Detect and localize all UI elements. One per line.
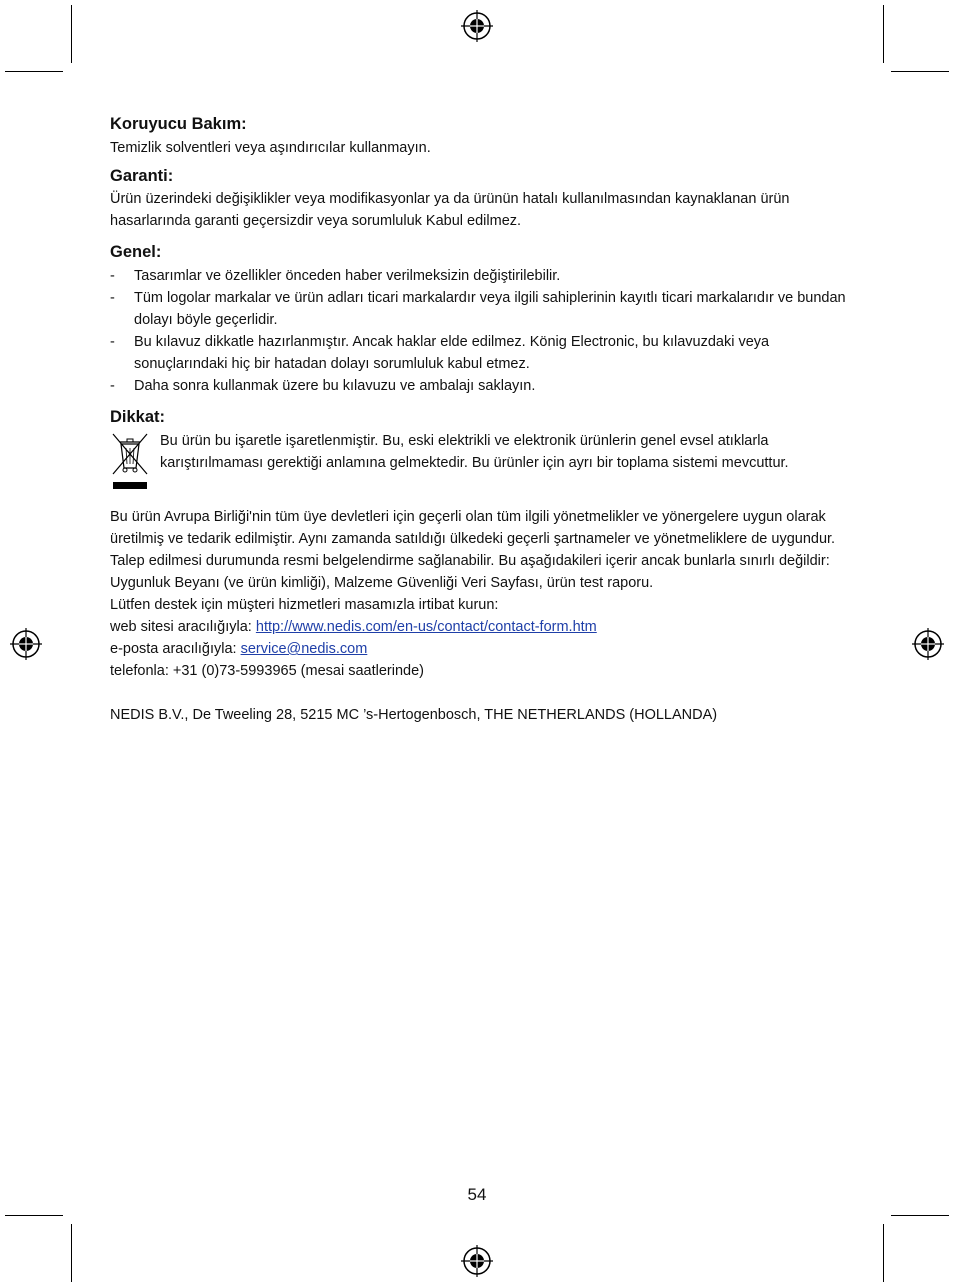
- attention-section: [110, 407, 850, 474]
- web-contact-link[interactable]: http://www.nedis.com/en-us/contact/contact-form.htm: [255, 619, 597, 635]
- warranty-heading: Garanti:: [110, 167, 174, 185]
- crop-mark: [5, 1215, 63, 1216]
- crop-mark: [891, 1215, 949, 1216]
- crop-mark: [891, 71, 949, 72]
- care-section: [110, 114, 850, 158]
- attention-heading: Dikkat:: [110, 408, 166, 426]
- list-item: - Bu kılavuz dikkatle hazırlanmıştır. Ancak haklar elde edilmez. König Electronic, bu kılavuzdaki veya sonuçlarındaki hiç bir hatadan dolayı sorumluluk kabul etmez.: [110, 331, 850, 375]
- web-contact-line: [110, 616, 850, 638]
- list-item: - Daha sonra kullanmak üzere bu kılavuzu ve ambalajı saklayın.: [110, 375, 850, 397]
- registration-mark-icon: [461, 10, 493, 42]
- warranty-text: Ürün üzerindeki değişiklikler veya modifikasyonlar ya da ürünün hatalı kullanılmasından kaynaklanan ürün hasarlarında garanti geçersizdir veya sorumluluk Kabul edilmez.: [110, 191, 790, 229]
- warranty-section: [110, 166, 850, 232]
- email-contact-link[interactable]: service@nedis.com: [240, 641, 368, 657]
- compliance-paragraph-1: Bu ürün Avrupa Birliği'nin tüm üye devletleri için geçerli olan tüm ilgili yönetmelikler ve yönergelere uygun olarak üretilmiş ve tedarik edilmiştir. Aynı zamanda satıldığı ülkedeki geçerli şartnameler ve yönetmeliklere de uygundur.: [110, 509, 836, 547]
- crop-mark: [71, 5, 72, 63]
- registration-mark-icon: [461, 1245, 493, 1277]
- list-item: - Tasarımlar ve özellikler önceden haber verilmeksizin değiştirilebilir.: [110, 265, 850, 287]
- crop-mark: [71, 1224, 72, 1282]
- weee-crossed-bin-icon: [110, 432, 150, 492]
- phone-contact-line: telefonla: +31 (0)73-5993965 (mesai saatlerinde): [110, 663, 424, 679]
- attention-row: [110, 430, 850, 474]
- general-list: [110, 265, 850, 397]
- attention-text: Bu ürün bu işaretle işaretlenmiştir. Bu, eski elektrikli ve elektronik ürünlerin genel evsel atıklarla karıştırılmaması gerektiği anlamına gelmektedir. Bu ürünler için ayrı bir toplama sistemi mevcuttur.: [160, 433, 789, 471]
- general-section: [110, 242, 850, 397]
- registration-mark-icon: [912, 628, 944, 660]
- contact-intro: Lütfen destek için müşteri hizmetleri masamızla irtibat kurun:: [110, 597, 499, 613]
- crop-mark: [883, 1224, 884, 1282]
- compliance-paragraph-2: Talep edilmesi durumunda resmi belgelendirme sağlanabilir. Bu aşağıdakileri içerir ancak bunlarla sınırlı değildir: Uygunluk Beyanı (ve ürün kimliği), Malzeme Güvenliği Veri Sayfası, ürün test raporu.: [110, 553, 830, 591]
- registration-mark-icon: [10, 628, 42, 660]
- web-label: web sitesi aracılığıyla:: [110, 619, 256, 635]
- care-heading: Koruyucu Bakım:: [110, 115, 247, 133]
- care-text: Temizlik solventleri veya aşındırıcılar kullanmayın.: [110, 140, 431, 156]
- list-item: - Tüm logolar markalar ve ürün adları ticari markalardır veya ilgili sahiplerinin kayıtlı ticari markalarıdır ve bundan dolayı böyle geçerlidir.: [110, 287, 850, 331]
- compliance-section: [110, 506, 850, 726]
- general-heading: Genel:: [110, 243, 162, 261]
- email-contact-line: [110, 638, 850, 660]
- crop-mark: [883, 5, 884, 63]
- document-body: [110, 114, 850, 726]
- email-label: e-posta aracılığıyla:: [110, 641, 241, 657]
- page-number: 54: [467, 1185, 487, 1204]
- company-address: NEDIS B.V., De Tweeling 28, 5215 MC ’s-Hertogenbosch, THE NETHERLANDS (HOLLANDA): [110, 707, 718, 723]
- crop-mark: [5, 71, 63, 72]
